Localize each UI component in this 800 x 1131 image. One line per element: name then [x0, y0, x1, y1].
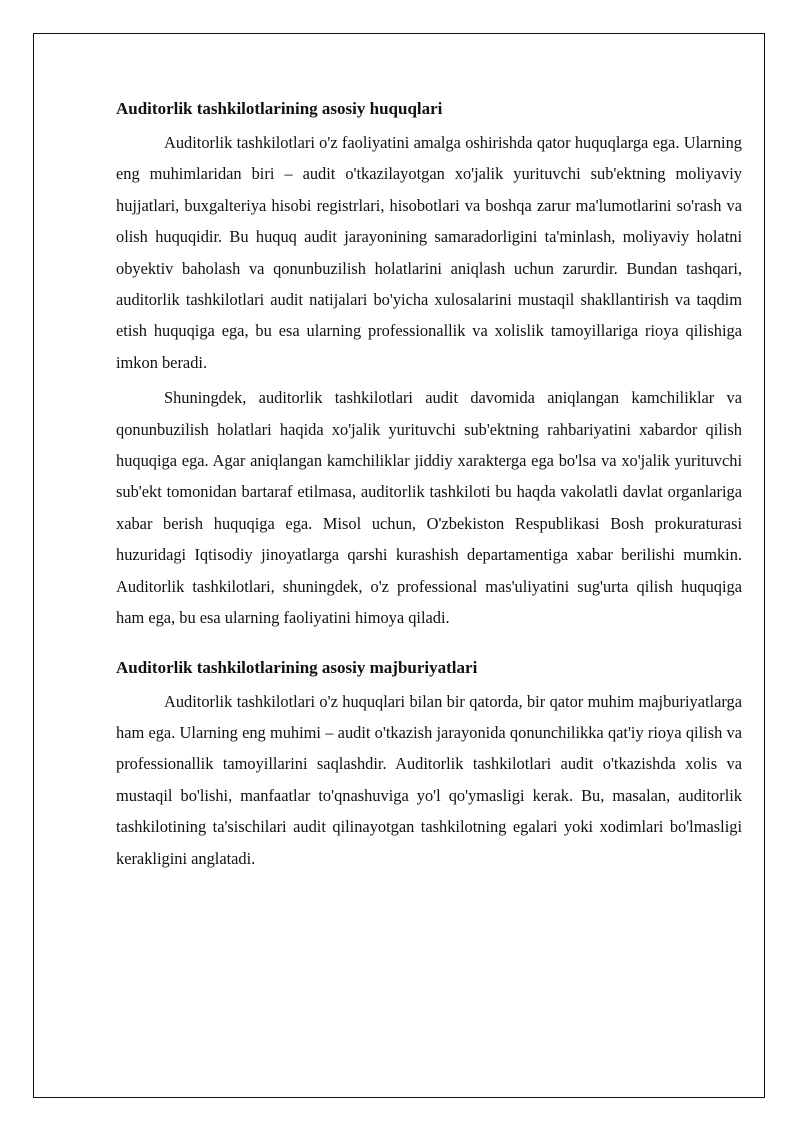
- section-heading: Auditorlik tashkilotlarining asosiy majburiyatlari: [116, 657, 478, 677]
- section-obligations: [116, 656, 742, 874]
- document-body: [116, 97, 742, 878]
- paragraph: Auditorlik tashkilotlari o'z huquqlari bilan bir qatorda, bir qator muhim majburiyatlarga ham ega. Ularning eng muhimi – audit o'tkazish jarayonida qonunchilikka qat'iy rioya qilish va professionallik tamoyillarini saqlashdir. Auditorlik tashkilotlari audit o'tkazishda xolis va mustaqil bo'lishi, manfaatlar to'qnashuviga yo'l qo'ymasligi kerak. Bu, masalan, auditorlik tashkilotining ta'sischilari audit qilinayotgan tashkilotning egalari yoki xodimlari bo'lmasligi kerakligini anglatadi.: [116, 691, 742, 868]
- paragraph: Auditorlik tashkilotlari o'z faoliyatini amalga oshirishda qator huquqlarga ega. Ularning eng muhimlaridan biri – audit o'tkazilayotgan xo'jalik yurituvchi sub'ektning moliyaviy hujjatlari, buxgalteriya hisobi registrlari, hisobotlari va boshqa zarur ma'lumotlarini so'rash va olish huquqidir. Bu huquq audit jarayonining samaradorligini ta'minlash, moliyaviy holatni obyektiv baholash va qonunbuzilish holatlarini aniqlash uchun zarurdir. Bundan tashqari, auditorlik tashkilotlari audit natijalari bo'yicha xulosalarini mustaqil shakllantirish va taqdim etish huquqiga ega, bu esa ularning professionallik va xolislik tamoyillariga rioya qilishiga imkon beradi.: [116, 133, 742, 372]
- section-rights: [116, 97, 742, 634]
- paragraph: Shuningdek, auditorlik tashkilotlari audit davomida aniqlangan kamchiliklar va qonunbuzilish holatlari haqida xo'jalik yurituvchi sub'ektning rahbariyatini xabardor qilish huquqiga ega. Agar aniqlangan kamchiliklar jiddiy xarakterga ega bo'lsa va xo'jalik yurituvchi sub'ekt tomonidan bartaraf etilmasa, auditorlik tashkiloti bu haqda vakolatli davlat organlariga xabar berish huquqiga ega. Misol uchun, O'zbekiston Respublikasi Bosh prokuraturasi huzuridagi Iqtisodiy jinoyatlarga qarshi kurashish departamentiga xabar berilishi mumkin. Auditorlik tashkilotlari, shuningdek, o'z professional mas'uliyatini sug'urta qilish huquqiga ham ega, bu esa ularning faoliyatini himoya qiladi.: [116, 388, 742, 628]
- section-heading: Auditorlik tashkilotlarining asosiy huquqlari: [116, 99, 443, 118]
